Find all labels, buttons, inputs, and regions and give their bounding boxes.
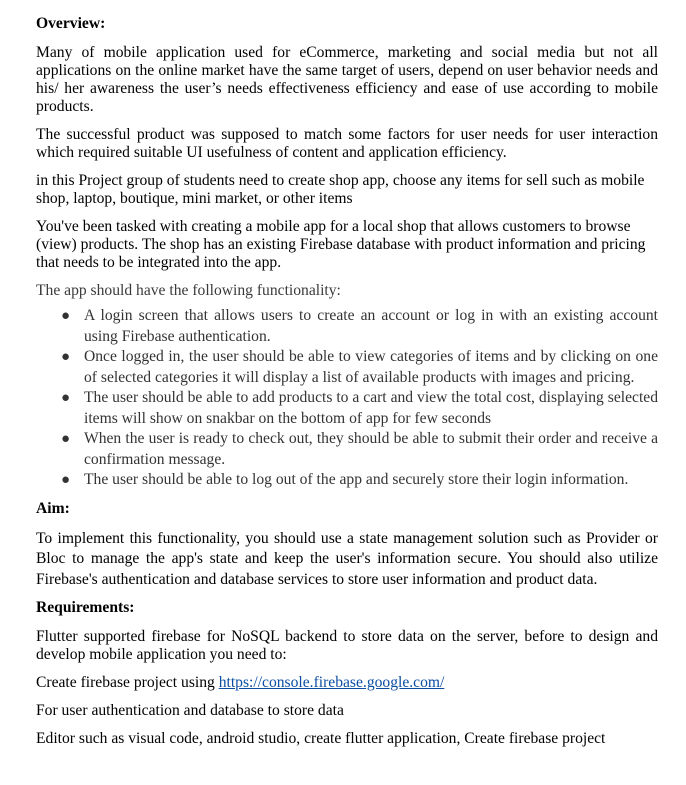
functionality-list: [36, 306, 658, 491]
requirements-paragraph-2: [36, 674, 658, 692]
bullet-icon: ●: [61, 308, 71, 324]
overview-paragraph-1: Many of mobile application used for eCommerce, marketing and social media but not all applications on the online market have the same target of users, depend on user behavior needs and his/ her awareness the user’s needs effectiveness efficiency and ease of use according to mobile products.: [36, 44, 658, 115]
list-item: ● When the user is ready to check out, they should be able to submit their order and receive a confirmation message.: [61, 430, 658, 468]
requirements-paragraph-3: For user authentication and database to store data: [36, 702, 344, 719]
overview-heading: Overview:: [36, 15, 106, 32]
list-item: ● Once logged in, the user should be able to view categories of items and by clicking on one of selected categories it will display a list of available products with images and pricing.: [61, 348, 658, 386]
requirements-paragraph-1: Flutter supported firebase for NoSQL backend to store data on the server, before to design and develop mobile application you need to:: [36, 628, 658, 663]
firebase-console-link[interactable]: https://console.firebase.google.com/: [218, 674, 445, 691]
aim-heading: Aim:: [36, 499, 70, 517]
bullet-icon: ●: [61, 431, 71, 447]
bullet-icon: ●: [61, 472, 71, 488]
list-item: ● The user should be able to log out of the app and securely store their login information.: [84, 470, 658, 491]
bullet-icon: ●: [61, 390, 71, 406]
overview-paragraph-2: The successful product was supposed to match some factors for user needs for user interaction which required suitable UI usefulness of content and application efficiency.: [36, 126, 658, 161]
functionality-intro: The app should have the following functionality:: [36, 282, 341, 299]
aim-paragraph: To implement this functionality, you should use a state management solution such as Provider or Bloc to manage the app's state and keep the user's information secure. You should also utilize Firebase's authentication and database services to store user information and product data.: [36, 529, 658, 588]
requirements-link-prefix: Create firebase project using: [36, 674, 219, 691]
overview-paragraph-3: in this Project group of students need to create shop app, choose any items for sell such as mobile shop, laptop, boutique, mini market, or other items: [36, 172, 645, 207]
requirements-heading: Requirements:: [36, 599, 135, 616]
requirements-paragraph-4: Editor such as visual code, android studio, create flutter application, Create firebase project: [36, 730, 606, 747]
bullet-icon: ●: [61, 349, 71, 365]
list-item: ● The user should be able to add products to a cart and view the total cost, displaying selected items will show on snakbar on the bottom of app for few seconds: [61, 389, 658, 427]
overview-paragraph-4: You've been tasked with creating a mobile app for a local shop that allows customers to browse (view) products. The shop has an existing Firebase database with product information and pricing that needs to be integrated into the app.: [36, 218, 646, 271]
list-item: ● A login screen that allows users to create an account or log in with an existing account using Firebase authentication.: [61, 307, 658, 345]
